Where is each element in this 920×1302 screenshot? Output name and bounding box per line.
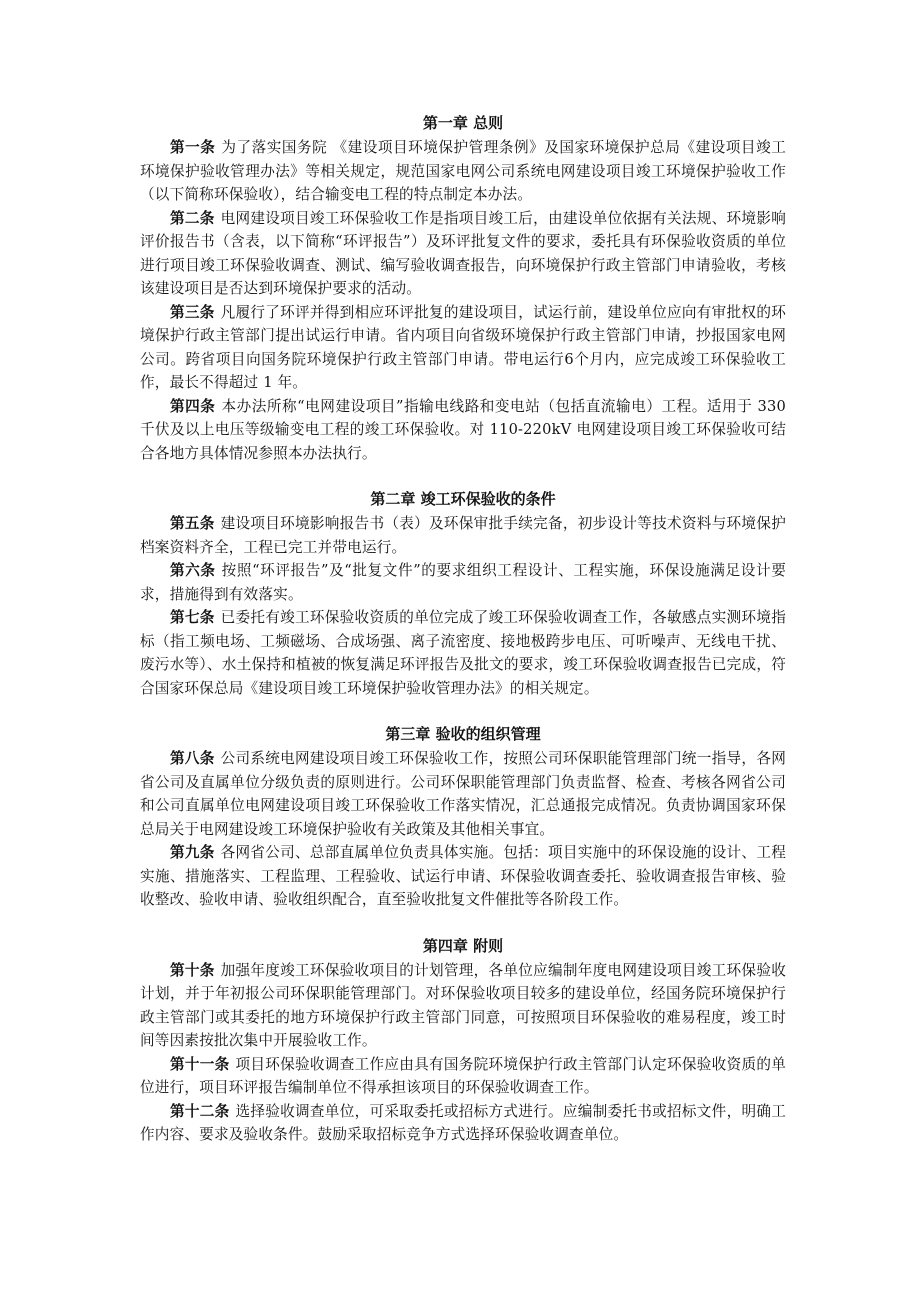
article-text: 选择验收调查单位，可采取委托或招标方式进行。应编制委托书或招标文件，明确工作内容、要求及验收条件。鼓励采取招标竞争方式选择环保验收调查单位。 — [140, 1102, 786, 1143]
article-title: 第四条 — [170, 397, 216, 415]
article-3 — [140, 301, 786, 395]
article-8 — [140, 747, 786, 841]
chapter-3 — [140, 721, 786, 912]
article-6 — [140, 559, 786, 606]
article-title: 第六条 — [170, 562, 216, 579]
chapter-1 — [140, 110, 786, 465]
article-title: 第一条 — [170, 139, 216, 156]
article-title: 第八条 — [170, 750, 215, 767]
article-5 — [140, 512, 786, 559]
article-text: 本办法所称“电网建设项目”指输电线路和变电站（包括直流输电）工程。适用于 330 千伏及以上电压等级输变电工程的竣工环保验收。对 110-220kV 电网建设项目竣工环保验收可结合各地方具体情况参照本办法执行。 — [140, 397, 786, 462]
article-text: 已委托有竣工环保验收资质的单位完成了竣工环保验收调查工作，各敏感点实测环境指标（指工频电场、工频磁场、合成场强、离子流密度、接地极跨步电压、可听噪声、无线电干扰、废污水等）、水土保持和植被的恢复满足环评报告及批文的要求，竣工环保验收调查报告已完成，符合国家环保总局《建设项目竣工环境保护验收管理办法》的相关规定。 — [140, 609, 786, 697]
article-2 — [140, 207, 786, 301]
article-12 — [140, 1100, 786, 1147]
article-text: 凡履行了环评并得到相应环评批复的建设项目，试运行前，建设单位应向有审批权的环境保护行政主管部门提出试运行申请。省内项目向省级环境保护行政主管部门申请，抄报国家电网公司。跨省项目向国务院环境保护行政主管部门申请。带电运行6个月内，应完成竣工环保验收工作，最长不得超过 1 年。 — [140, 303, 786, 391]
article-title: 第七条 — [170, 609, 215, 626]
article-title: 第十条 — [170, 961, 215, 979]
article-text: 各网省公司、总部直属单位负责具体实施。包括：项目实施中的环保设施的设计、工程实施、措施落实、工程监理、工程验收、试运行申请、环保验收调查委托、验收调查报告审核、验收整改、验收申请、验收组织配合，直至验收批复文件催批等各阶段工作。 — [140, 844, 786, 908]
article-title: 第九条 — [170, 844, 215, 861]
article-title: 第五条 — [170, 515, 215, 532]
article-text: 加强年度竣工环保验收项目的计划管理，各单位应编制年度电网建设项目竣工环保验收计划，并于年初报公司环保职能管理部门。对环保验收项目较多的建设单位，经国务院环境保护行政主管部门或其委托的地方环境保护行政主管部门同意，可按照项目环保验收的难易程度，竣工时间等因素按批次集中开展验收工作。 — [140, 961, 786, 1049]
article-11 — [140, 1053, 786, 1100]
article-title: 第十一条 — [170, 1055, 230, 1073]
chapter-title: 第二章 竣工环保验收的条件 — [370, 490, 556, 508]
article-text: 电网建设项目竣工环保验收工作是指项目竣工后，由建设单位依据有关法规、环境影响评价报告书（含表，以下简称“环评报告”）及环评批复文件的要求，委托具有环保验收资质的单位进行项目竣工环保验收调查、测试、编写验收调查报告，向环境保护行政主管部门申请验收，考核该建设项目是否达到环境保护要求的活动。 — [140, 209, 786, 297]
article-7 — [140, 606, 786, 700]
article-title: 第十二条 — [170, 1102, 230, 1120]
article-1 — [140, 136, 786, 207]
article-4 — [140, 395, 786, 466]
article-text: 建设项目环境影响报告书（表）及环保审批手续完备，初步设计等技术资料与环境保护档案资料齐全，工程已完工并带电运行。 — [140, 515, 786, 556]
chapter-title: 第四章 附则 — [422, 936, 504, 955]
article-text: 公司系统电网建设项目竣工环保验收工作，按照公司环保职能管理部门统一指导，各网省公司及直属单位分级负责的原则进行。公司环保职能管理部门负责监督、检查、考核各网省公司和公司直属单位电网建设项目竣工环保验收工作落实情况，汇总通报完成情况。负责协调国家环保总局关于电网建设竣工环境保护验收有关政策及其他相关事宜。 — [140, 750, 786, 838]
document-page — [140, 110, 786, 1147]
article-title: 第三条 — [170, 303, 215, 321]
article-title: 第二条 — [170, 209, 215, 227]
article-text: 为了落实国务院 《建设项目环境保护管理条例》及国家环境保护总局《建设项目竣工环境保护验收管理办法》等相关规定，规范国家电网公司系统电网建设项目竣工环境保护验收工作（以下简称环保验收），结合输变电工程的特点制定本办法。 — [140, 139, 786, 203]
article-text: 按照“环评报告”及“批复文件”的要求组织工程设计、工程实施，环保设施满足设计要求，措施得到有效落实。 — [140, 562, 786, 603]
chapter-title: 第一章 总则 — [422, 114, 504, 132]
chapter-4 — [140, 933, 786, 1147]
chapter-title: 第三章 验收的组织管理 — [385, 725, 541, 743]
article-10 — [140, 959, 786, 1053]
article-text: 项目环保验收调查工作应由具有国务院环境保护行政主管部门认定环保验收资质的单位进行，项目环评报告编制单位不得承担该项目的环保验收调查工作。 — [140, 1055, 786, 1096]
article-9 — [140, 841, 786, 912]
chapter-2 — [140, 486, 786, 700]
